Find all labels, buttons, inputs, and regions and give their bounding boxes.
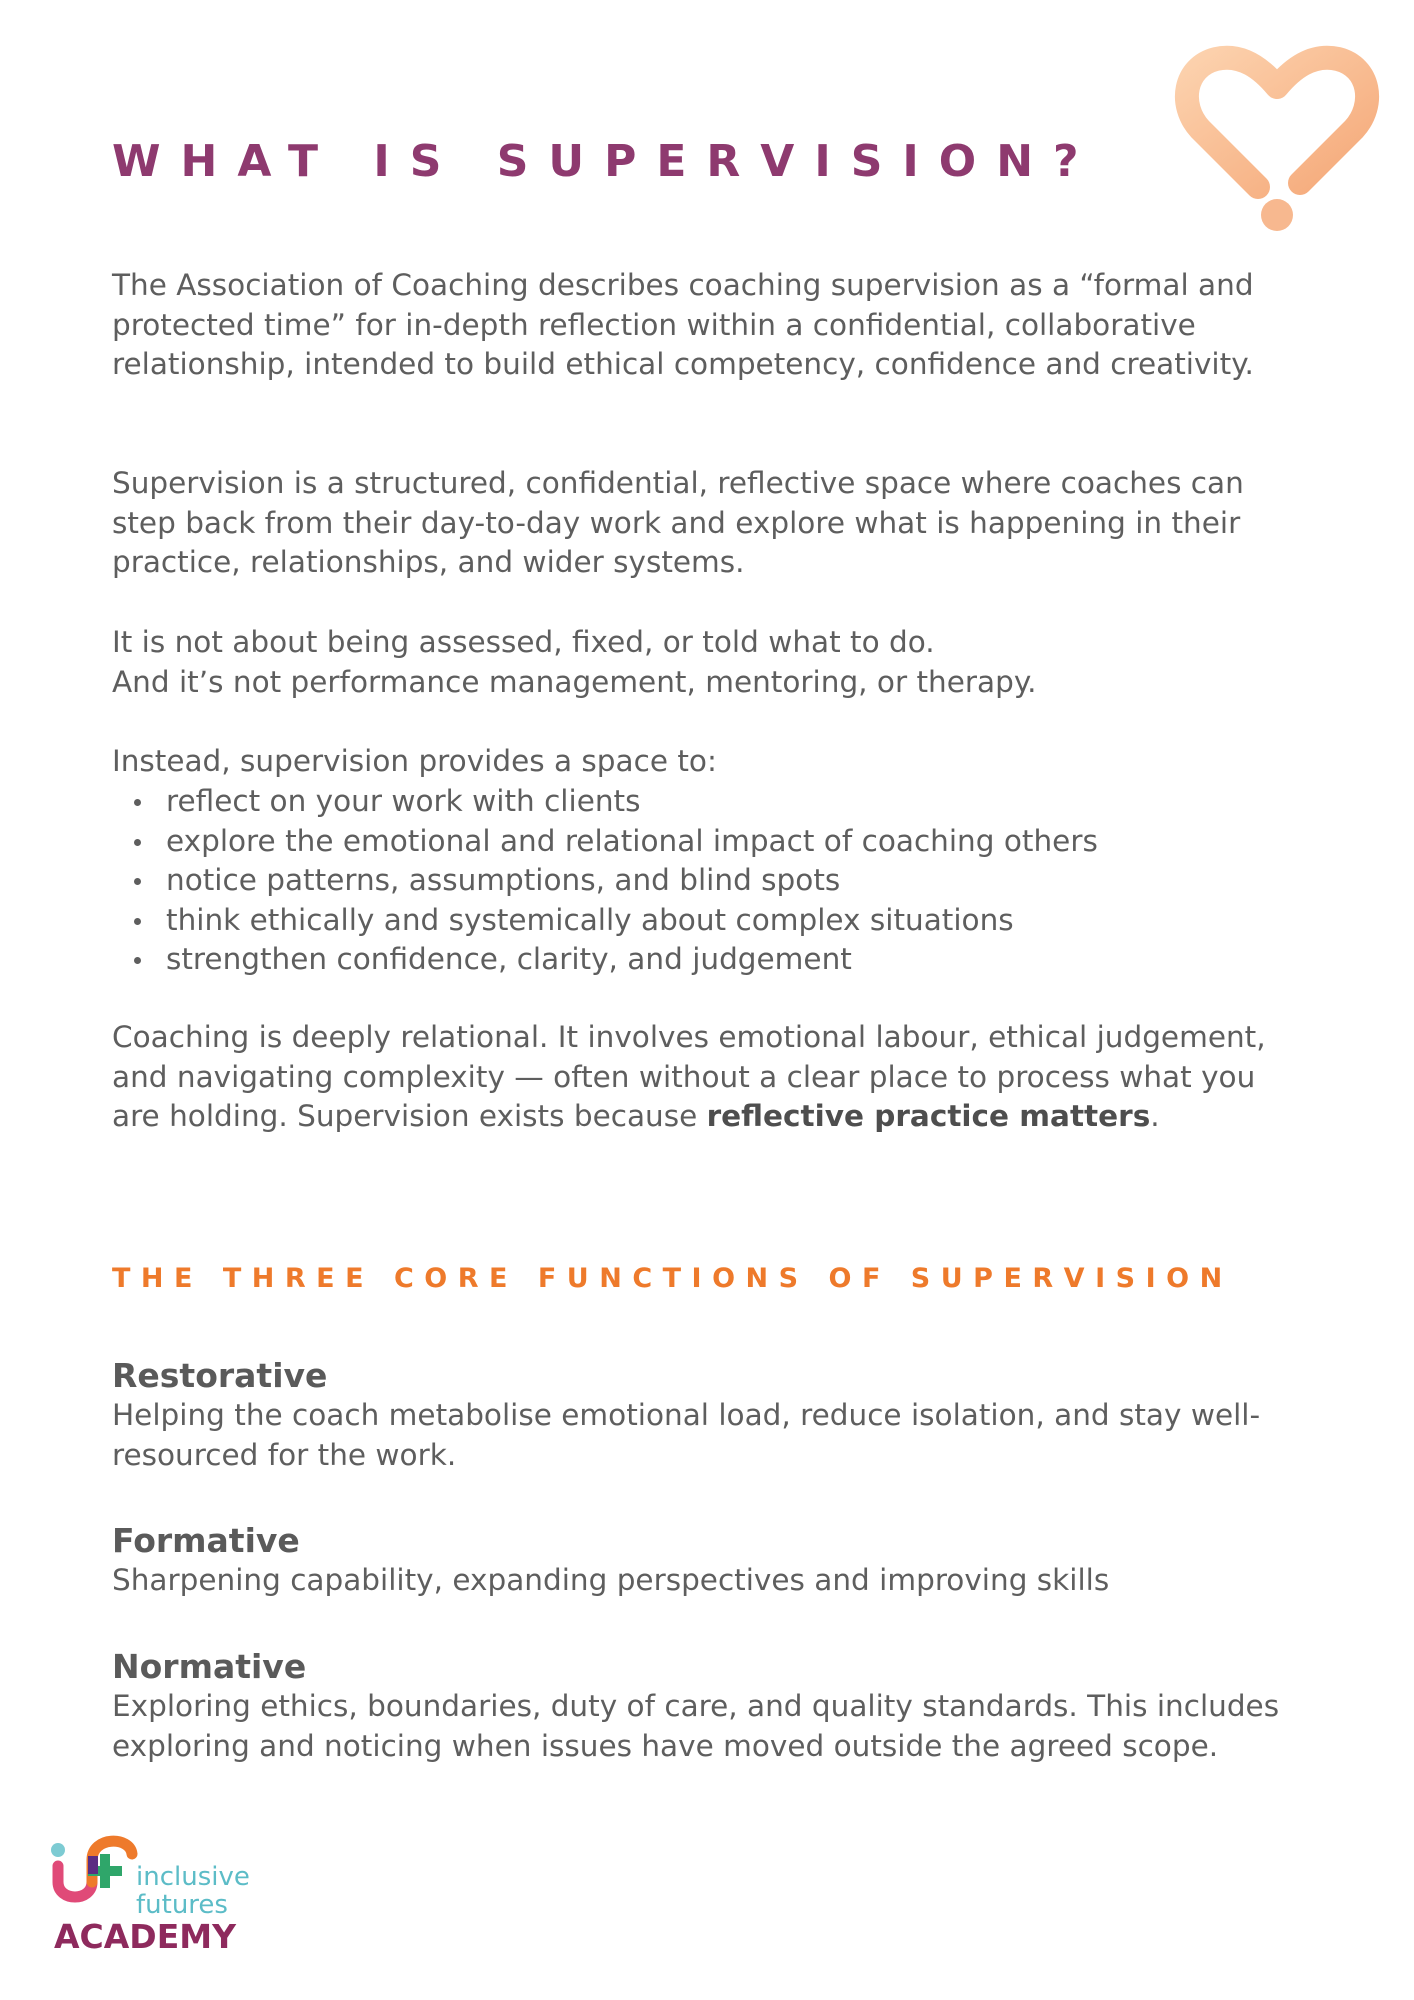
bullet-icon — [134, 839, 141, 846]
function-formative — [112, 1521, 1312, 1601]
function-restorative — [112, 1356, 1312, 1475]
heart-icon — [1170, 45, 1385, 235]
intro-paragraph-2: Supervision is a structured, confidential, reflective space where coaches can step back from their day-to-day work and explore what is happening in their practice, relationships, and wider systems. — [112, 466, 1244, 579]
list-item — [112, 940, 1302, 980]
functions-heading: THE THREE CORE FUNCTIONS OF SUPERVISION — [112, 1263, 1233, 1294]
function-description: Helping the coach metabolise emotional load, reduce isolation, and stay well-resourced for the work. — [112, 1398, 1261, 1472]
logo-word-futures: futures — [136, 1890, 228, 1920]
list-item-text: notice patterns, assumptions, and blind spots — [166, 863, 841, 897]
function-description: Exploring ethics, boundaries, duty of care, and quality standards. This includes exploring and noticing when issues have moved outside the agreed scope. — [112, 1689, 1280, 1763]
inclusive-futures-academy-logo — [44, 1820, 304, 1960]
list-item — [112, 861, 1302, 901]
intro-paragraph-1: The Association of Coaching describes coaching supervision as a “formal and protected time” for in-depth reflection within a confidential, collaborative relationship, intended to build ethical competency, confidence and creativity. — [112, 268, 1254, 381]
function-normative — [112, 1647, 1312, 1766]
provides-list — [112, 782, 1302, 980]
page-title: WHAT IS SUPERVISION? — [112, 136, 1099, 187]
closing-end: . — [1150, 1099, 1160, 1133]
function-title: Formative — [112, 1521, 300, 1560]
bullet-icon — [134, 799, 141, 806]
closing-emphasis: reflective practice matters — [706, 1099, 1151, 1133]
list-item — [112, 822, 1302, 862]
logo-word-inclusive: inclusive — [136, 1862, 250, 1892]
closing-text: Coaching is deeply relational. It involves emotional labour, ethical judgement, and navigating complexity — often without a clear place to process what you are holding. Supervision exists because — [112, 1020, 1266, 1133]
function-title: Normative — [112, 1647, 307, 1686]
logo-mark-icon — [44, 1820, 144, 1920]
list-item-text: reflect on your work with clients — [166, 784, 641, 818]
not-about-line-2: And it’s not performance management, mentoring, or therapy. — [112, 664, 1037, 699]
not-about-line-1: It is not about being assessed, fixed, or told what to do. — [112, 625, 935, 659]
list-item — [112, 782, 1302, 822]
not-about-paragraph — [112, 623, 1302, 702]
closing-paragraph — [112, 1018, 1302, 1137]
list-item-text: think ethically and systemically about complex situations — [166, 902, 1014, 937]
function-title: Restorative — [112, 1356, 328, 1395]
list-item-text: strengthen confidence, clarity, and judgement — [166, 942, 852, 976]
bullet-icon — [134, 878, 141, 885]
function-description: Sharpening capability, expanding perspectives and improving skills — [112, 1563, 1110, 1597]
bullet-icon — [134, 918, 141, 925]
list-item-text: explore the emotional and relational impact of coaching others — [166, 823, 1098, 858]
bullet-icon — [134, 957, 141, 964]
provides-lead: Instead, supervision provides a space to: — [112, 744, 717, 778]
list-item — [112, 901, 1302, 941]
logo-word-academy: ACADEMY — [54, 1917, 236, 1956]
